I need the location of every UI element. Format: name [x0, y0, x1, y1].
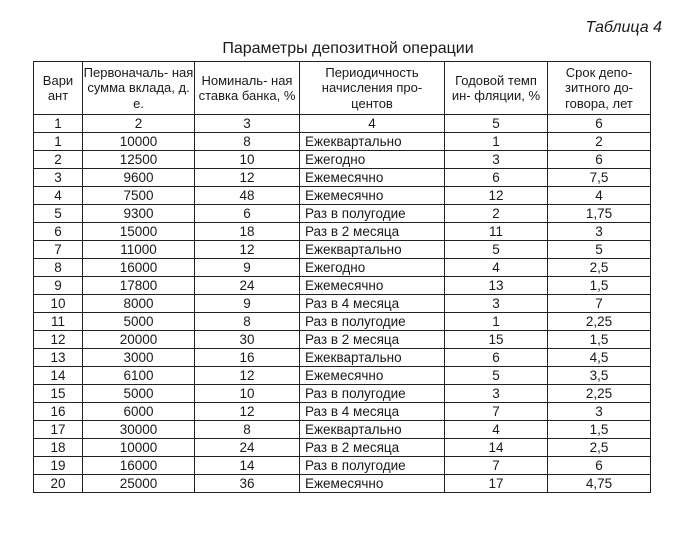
rate-cell: 48 [195, 187, 300, 205]
table-title: Параметры депозитной операции [222, 40, 474, 57]
amount-cell: 9300 [83, 205, 195, 223]
amount-cell: 15000 [83, 223, 195, 241]
term-cell: 4,75 [548, 475, 651, 493]
amount-cell: 3000 [83, 349, 195, 367]
table-row [34, 457, 651, 475]
inflation-cell: 3 [445, 385, 548, 403]
variant-cell: 3 [34, 169, 83, 187]
period-cell: Раз в 2 месяца [300, 331, 445, 349]
period-cell: Ежеквартально [300, 133, 445, 151]
term-cell: 1,5 [548, 421, 651, 439]
variant-cell: 9 [34, 277, 83, 295]
rate-cell: 16 [195, 349, 300, 367]
amount-cell: 25000 [83, 475, 195, 493]
numbering-cell: 4 [300, 115, 445, 133]
rate-cell: 9 [195, 259, 300, 277]
inflation-cell: 1 [445, 313, 548, 331]
rate-cell: 18 [195, 223, 300, 241]
header-cell-deposit-term: Срок депо- зитного до- говора, лет [548, 62, 651, 115]
rate-cell: 10 [195, 385, 300, 403]
amount-cell: 10000 [83, 439, 195, 457]
period-cell: Раз в 4 месяца [300, 295, 445, 313]
term-cell: 6 [548, 457, 651, 475]
period-cell: Ежеквартально [300, 421, 445, 439]
amount-cell: 8000 [83, 295, 195, 313]
period-cell: Раз в 2 месяца [300, 223, 445, 241]
term-cell: 6 [548, 151, 651, 169]
variant-cell: 6 [34, 223, 83, 241]
period-cell: Ежемесячно [300, 169, 445, 187]
variant-cell: 5 [34, 205, 83, 223]
term-cell: 7 [548, 295, 651, 313]
inflation-cell: 17 [445, 475, 548, 493]
variant-cell: 12 [34, 331, 83, 349]
period-cell: Раз в 2 месяца [300, 439, 445, 457]
inflation-cell: 13 [445, 277, 548, 295]
rate-cell: 9 [195, 295, 300, 313]
table-row [34, 439, 651, 457]
term-cell: 2,5 [548, 259, 651, 277]
variant-cell: 20 [34, 475, 83, 493]
rate-cell: 12 [195, 169, 300, 187]
amount-cell: 20000 [83, 331, 195, 349]
term-cell: 5 [548, 241, 651, 259]
term-cell: 3,5 [548, 367, 651, 385]
period-cell: Ежемесячно [300, 367, 445, 385]
period-cell: Ежемесячно [300, 475, 445, 493]
inflation-cell: 2 [445, 205, 548, 223]
term-cell: 3 [548, 403, 651, 421]
header-cell-compounding-period: Периодичность начисления про- центов [300, 62, 445, 115]
inflation-cell: 3 [445, 295, 548, 313]
inflation-cell: 1 [445, 133, 548, 151]
inflation-cell: 7 [445, 403, 548, 421]
inflation-cell: 5 [445, 367, 548, 385]
inflation-cell: 4 [445, 421, 548, 439]
amount-cell: 6100 [83, 367, 195, 385]
rate-cell: 6 [195, 205, 300, 223]
inflation-cell: 3 [445, 151, 548, 169]
inflation-cell: 15 [445, 331, 548, 349]
numbering-cell: 1 [34, 115, 83, 133]
inflation-cell: 5 [445, 241, 548, 259]
rate-cell: 30 [195, 331, 300, 349]
period-cell: Раз в полугодие [300, 457, 445, 475]
period-cell: Ежемесячно [300, 277, 445, 295]
inflation-cell: 14 [445, 439, 548, 457]
table-row [34, 295, 651, 313]
table-row [34, 331, 651, 349]
rate-cell: 10 [195, 151, 300, 169]
deposit-parameters-table [33, 61, 651, 493]
term-cell: 1,5 [548, 331, 651, 349]
rate-cell: 12 [195, 403, 300, 421]
term-cell: 7,5 [548, 169, 651, 187]
rate-cell: 24 [195, 439, 300, 457]
period-cell: Ежеквартально [300, 349, 445, 367]
term-cell: 1,75 [548, 205, 651, 223]
rate-cell: 8 [195, 133, 300, 151]
table-row [34, 313, 651, 331]
table-row [34, 349, 651, 367]
period-cell: Раз в полугодие [300, 385, 445, 403]
table-row [34, 277, 651, 295]
period-cell: Ежемесячно [300, 187, 445, 205]
header-cell-variant: Вари ант [34, 62, 83, 115]
table-row [34, 223, 651, 241]
term-cell: 2,25 [548, 385, 651, 403]
amount-cell: 10000 [83, 133, 195, 151]
period-cell: Раз в 4 месяца [300, 403, 445, 421]
inflation-cell: 6 [445, 169, 548, 187]
variant-cell: 17 [34, 421, 83, 439]
header-row [34, 62, 651, 115]
term-cell: 2,25 [548, 313, 651, 331]
rate-cell: 24 [195, 277, 300, 295]
term-cell: 4 [548, 187, 651, 205]
variant-cell: 7 [34, 241, 83, 259]
table-row [34, 403, 651, 421]
inflation-cell: 4 [445, 259, 548, 277]
amount-cell: 12500 [83, 151, 195, 169]
numbering-cell: 2 [83, 115, 195, 133]
variant-cell: 13 [34, 349, 83, 367]
table-row [34, 133, 651, 151]
term-cell: 4,5 [548, 349, 651, 367]
variant-cell: 14 [34, 367, 83, 385]
column-numbering-row [34, 115, 651, 133]
variant-cell: 2 [34, 151, 83, 169]
amount-cell: 11000 [83, 241, 195, 259]
rate-cell: 8 [195, 421, 300, 439]
variant-cell: 18 [34, 439, 83, 457]
numbering-cell: 6 [548, 115, 651, 133]
period-cell: Ежегодно [300, 259, 445, 277]
table-row [34, 169, 651, 187]
term-cell: 2,5 [548, 439, 651, 457]
term-cell: 2 [548, 133, 651, 151]
rate-cell: 12 [195, 241, 300, 259]
amount-cell: 16000 [83, 259, 195, 277]
rate-cell: 12 [195, 367, 300, 385]
period-cell: Ежеквартально [300, 241, 445, 259]
period-cell: Ежегодно [300, 151, 445, 169]
table-row [34, 187, 651, 205]
header-cell-inflation-rate: Годовой темп ин- фляции, % [445, 62, 548, 115]
period-cell: Раз в полугодие [300, 205, 445, 223]
amount-cell: 17800 [83, 277, 195, 295]
variant-cell: 11 [34, 313, 83, 331]
table-row [34, 367, 651, 385]
amount-cell: 5000 [83, 385, 195, 403]
rate-cell: 36 [195, 475, 300, 493]
table-number-label: Таблица 4 [585, 19, 662, 36]
table-row [34, 421, 651, 439]
amount-cell: 5000 [83, 313, 195, 331]
variant-cell: 16 [34, 403, 83, 421]
inflation-cell: 6 [445, 349, 548, 367]
variant-cell: 8 [34, 259, 83, 277]
amount-cell: 30000 [83, 421, 195, 439]
inflation-cell: 11 [445, 223, 548, 241]
variant-cell: 19 [34, 457, 83, 475]
table-row [34, 151, 651, 169]
term-cell: 3 [548, 223, 651, 241]
inflation-cell: 7 [445, 457, 548, 475]
amount-cell: 16000 [83, 457, 195, 475]
variant-cell: 1 [34, 133, 83, 151]
table-row [34, 241, 651, 259]
variant-cell: 4 [34, 187, 83, 205]
term-cell: 1,5 [548, 277, 651, 295]
table-row [34, 385, 651, 403]
numbering-cell: 5 [445, 115, 548, 133]
header-cell-nominal-rate: Номиналь- ная ставка банка, % [195, 62, 300, 115]
table-row [34, 475, 651, 493]
amount-cell: 7500 [83, 187, 195, 205]
rate-cell: 14 [195, 457, 300, 475]
table-row [34, 205, 651, 223]
inflation-cell: 12 [445, 187, 548, 205]
variant-cell: 10 [34, 295, 83, 313]
rate-cell: 8 [195, 313, 300, 331]
amount-cell: 9600 [83, 169, 195, 187]
table-row [34, 259, 651, 277]
header-cell-initial-amount: Первоначаль- ная сумма вклада, д. е. [83, 62, 195, 115]
numbering-cell: 3 [195, 115, 300, 133]
amount-cell: 6000 [83, 403, 195, 421]
period-cell: Раз в полугодие [300, 313, 445, 331]
variant-cell: 15 [34, 385, 83, 403]
